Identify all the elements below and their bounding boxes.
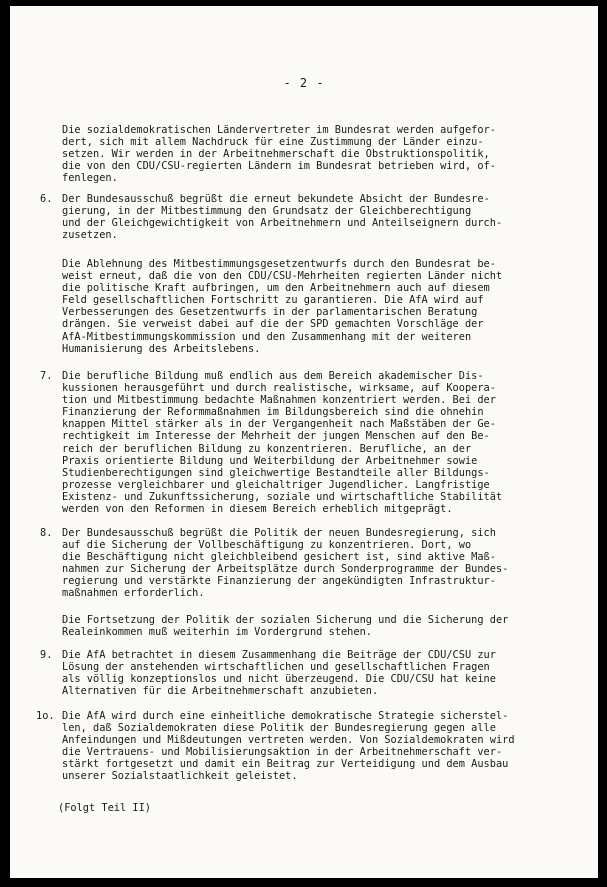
text-line: Alternativen für die Arbeitnehmerschaft anzubieten. xyxy=(62,685,379,698)
paragraph-text xyxy=(62,370,577,515)
text-line: Anfeindungen und Mißdeutungen vertreten werden. Von Sozialdemokraten wird xyxy=(62,734,515,747)
paragraph-text xyxy=(62,527,577,600)
paragraph-number: 8. xyxy=(40,527,53,539)
text-line: prozesse vergleichbarer und gleichaltriger Jugendlicher. Langfristige xyxy=(62,478,490,491)
paragraph-text xyxy=(62,258,577,355)
text-line: regierung und verstärkte Finanzierung der angekündigten Infrastruktur- xyxy=(62,575,496,588)
text-line: und der Gleichgewichtigkeit von Arbeitnehmern und Anteilseignern durch- xyxy=(62,217,503,230)
text-line: Realeinkommen muß weiterhin im Vordergrund stehen. xyxy=(62,626,372,639)
text-line: Der Bundesausschuß begrüßt die erneut bekundete Absicht der Bundesre- xyxy=(62,193,490,205)
text-line: Lösung der anstehenden wirtschaftlichen und gesellschaftlichen Fragen xyxy=(62,661,490,674)
text-line: fenlegen. xyxy=(62,172,118,185)
paragraph-text xyxy=(62,614,577,638)
text-line: setzen. Wir werden in der Arbeitnehmerschaft die Obstruktionspolitik, xyxy=(62,148,490,161)
text-line: dert, sich mit allem Nachdruck für eine Zustimmung der Länder einzu- xyxy=(62,136,484,149)
closing-note: (Folgt Teil II) xyxy=(58,802,151,814)
text-line: werden von den Reformen in diesem Bereich erheblich mitgeprägt. xyxy=(62,503,453,516)
text-line: reich der beruflichen Bildung zu konzentrieren. Berufliche, an der xyxy=(62,442,472,455)
text-line: weist erneut, daß die von den CDU/CSU-Mehrheiten regierten Länder nicht xyxy=(62,270,503,283)
paragraph-number: 1o. xyxy=(36,710,55,722)
text-line: Der Bundesausschuß begrüßt die Politik der neuen Bundesregierung, sich xyxy=(62,527,496,539)
document-body xyxy=(10,6,598,878)
paragraph-text xyxy=(62,710,577,783)
text-line: Die berufliche Bildung muß endlich aus dem Bereich akademischer Dis- xyxy=(62,370,484,382)
text-line: gierung, in der Mitbestimmung den Grundsatz der Gleichberechtigung xyxy=(62,205,472,218)
text-line: maßnahmen erforderlich. xyxy=(62,587,205,600)
text-line: Humanisierung des Arbeitslebens. xyxy=(62,342,261,355)
text-line: die Beschäftigung nicht gleichbleibend gesichert ist, sind aktive Maß- xyxy=(62,551,496,564)
text-line: stärkt fortgesetzt und damit ein Beitrag zur Verteidigung und dem Ausbau xyxy=(62,758,509,771)
text-line: nahmen zur Sicherung der Arbeitsplätze durch Sonderprogramme der Bundes- xyxy=(62,563,509,576)
text-line: drängen. Sie verweist dabei auf die der SPD gemachten Vorschläge der xyxy=(62,318,484,331)
page-number: - 2 - xyxy=(283,76,325,90)
text-line: unserer Sozialstaatlichkeit geleistet. xyxy=(62,770,298,783)
text-line: Die Fortsetzung der Politik der sozialen Sicherung und die Sicherung der xyxy=(62,614,509,626)
text-line: zusetzen. xyxy=(62,229,118,242)
text-line: kussionen herausgeführt und durch realistische, wirksame, auf Koopera- xyxy=(62,382,496,395)
text-line: die Vertrauens- und Mobilisierungsaktion in der Arbeitnehmerschaft ver- xyxy=(62,746,503,759)
text-line: Existenz- und Zukunftssicherung, soziale und wirtschaftliche Stabilität xyxy=(62,490,503,503)
text-line: Studienberechtigungen sind gleichwertige Bestandteile aller Bildungs- xyxy=(62,466,490,479)
paragraph-text xyxy=(62,193,577,241)
text-line: Praxis orientierte Bildung und Weiterbildung der Arbeitnehmer sowie xyxy=(62,454,478,467)
text-line: Die AfA wird durch eine einheitliche demokratische Strategie sicherstel- xyxy=(62,710,509,722)
text-line: die politische Kraft aufbringen, um den Arbeitnehmern auch auf diesem xyxy=(62,282,490,295)
paragraph-text xyxy=(62,649,577,697)
text-line: auf die Sicherung der Vollbeschäftigung zu konzentrieren. Dort, wo xyxy=(62,539,472,552)
text-line: Die sozialdemokratischen Ländervertreter im Bundesrat werden aufgefor- xyxy=(62,124,496,136)
text-line: rechtigkeit im Interesse der Mehrheit der jungen Menschen auf den Be- xyxy=(62,430,490,443)
text-line: Verbesserungen des Gesetzentwurfs in der parlamentarischen Beratung xyxy=(62,306,478,319)
text-line: len, daß Sozialdemokraten diese Politik der Bundesregierung gegen alle xyxy=(62,722,496,735)
document-page xyxy=(10,6,598,878)
text-line: Die Ablehnung des Mitbestimmungsgesetzentwurfs durch den Bundesrat be- xyxy=(62,258,496,270)
text-line: als völlig konzeptionslos und nicht überzeugend. Die CDU/CSU hat keine xyxy=(62,673,496,686)
paragraph-number: 6. xyxy=(40,193,53,205)
paragraph-text xyxy=(62,124,577,184)
text-line: Finanzierung der Reformmaßnahmen im Bildungsbereich sind die ohnehin xyxy=(62,406,484,419)
text-line: Die AfA betrachtet in diesem Zusammenhang die Beiträge der CDU/CSU zur xyxy=(62,649,496,661)
text-line: AfA-Mitbestimmungskommission und den Zusammenhang mit der weiteren xyxy=(62,330,472,343)
text-line: Feld gesellschaftlichen Fortschritt zu garantieren. Die AfA wird auf xyxy=(62,294,484,307)
text-line: tion und Mitbestimmung bedachte Maßnahmen konzentriert werden. Bei der xyxy=(62,394,496,407)
text-line: knappen Mittel stärker als in der Vergangenheit nach Maßstäben der Ge- xyxy=(62,418,496,431)
text-line: die von den CDU/CSU-regierten Ländern im Bundesrat betrieben wird, of- xyxy=(62,160,496,173)
paragraph-number: 7. xyxy=(40,370,53,382)
paragraph-number: 9. xyxy=(40,649,53,661)
